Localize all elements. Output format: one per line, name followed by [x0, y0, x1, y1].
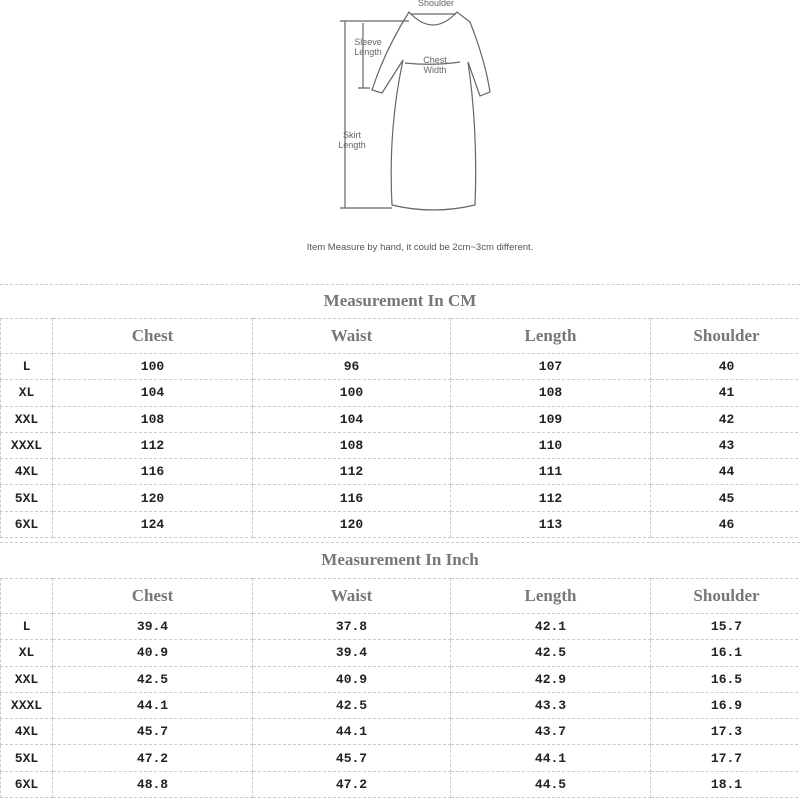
value-cell: 108 [53, 406, 253, 432]
dress-measurement-diagram [300, 0, 580, 240]
size-cell: 4XL [1, 459, 53, 485]
size-cell: XL [1, 640, 53, 666]
column-header: Waist [253, 319, 451, 354]
size-cell: L [1, 614, 53, 640]
value-cell: 104 [53, 380, 253, 406]
table-row [1, 485, 800, 511]
value-cell: 42 [651, 406, 800, 432]
table-row [1, 459, 800, 485]
table-row [1, 511, 800, 537]
value-cell: 42.5 [451, 640, 651, 666]
column-header: Length [451, 319, 651, 354]
value-cell: 120 [253, 511, 451, 537]
size-cell: XXXL [1, 432, 53, 458]
value-cell: 110 [451, 432, 651, 458]
table-row [1, 432, 800, 458]
value-cell: 42.5 [253, 692, 451, 718]
value-cell: 100 [53, 354, 253, 380]
table-row [1, 640, 800, 666]
value-cell: 124 [53, 511, 253, 537]
sleeve-length-label: Sleeve Length [354, 37, 382, 57]
table-row [1, 380, 800, 406]
value-cell: 16.9 [651, 692, 800, 718]
value-cell: 40 [651, 354, 800, 380]
column-header: Waist [253, 579, 451, 614]
value-cell: 39.4 [253, 640, 451, 666]
dress-outline-icon [300, 0, 580, 240]
value-cell: 44.1 [53, 692, 253, 718]
value-cell: 112 [253, 459, 451, 485]
value-cell: 113 [451, 511, 651, 537]
size-cell: XXL [1, 406, 53, 432]
table-row [1, 719, 800, 745]
value-cell: 44.1 [253, 719, 451, 745]
value-cell: 40.9 [53, 640, 253, 666]
size-cell: 5XL [1, 745, 53, 771]
value-cell: 44.5 [451, 771, 651, 797]
value-cell: 39.4 [53, 614, 253, 640]
value-cell: 46 [651, 511, 800, 537]
value-cell: 45 [651, 485, 800, 511]
column-header: Length [451, 579, 651, 614]
inch-table-title: Measurement In Inch [0, 542, 800, 579]
column-header [1, 579, 53, 614]
value-cell: 40.9 [253, 666, 451, 692]
inch-table [0, 578, 800, 798]
column-header: Shoulder [651, 319, 800, 354]
size-cell: 6XL [1, 511, 53, 537]
value-cell: 44.1 [451, 745, 651, 771]
value-cell: 116 [253, 485, 451, 511]
value-cell: 42.9 [451, 666, 651, 692]
size-cell: 5XL [1, 485, 53, 511]
column-header: Chest [53, 579, 253, 614]
value-cell: 42.5 [53, 666, 253, 692]
size-cell: XXL [1, 666, 53, 692]
value-cell: 43.7 [451, 719, 651, 745]
table-row [1, 614, 800, 640]
value-cell: 48.8 [53, 771, 253, 797]
shoulder-label: Shoulder [417, 0, 455, 8]
table-row [1, 406, 800, 432]
value-cell: 17.3 [651, 719, 800, 745]
value-cell: 120 [53, 485, 253, 511]
header-row [1, 319, 800, 354]
cm-table-title: Measurement In CM [0, 284, 800, 319]
value-cell: 44 [651, 459, 800, 485]
value-cell: 96 [253, 354, 451, 380]
value-cell: 15.7 [651, 614, 800, 640]
table-row [1, 354, 800, 380]
value-cell: 45.7 [53, 719, 253, 745]
value-cell: 17.7 [651, 745, 800, 771]
value-cell: 112 [451, 485, 651, 511]
value-cell: 16.5 [651, 666, 800, 692]
value-cell: 107 [451, 354, 651, 380]
value-cell: 112 [53, 432, 253, 458]
value-cell: 42.1 [451, 614, 651, 640]
value-cell: 109 [451, 406, 651, 432]
value-cell: 43.3 [451, 692, 651, 718]
header-row [1, 579, 800, 614]
value-cell: 47.2 [53, 745, 253, 771]
value-cell: 16.1 [651, 640, 800, 666]
size-cell: XXXL [1, 692, 53, 718]
value-cell: 18.1 [651, 771, 800, 797]
skirt-length-label: Skirt Length [338, 130, 366, 150]
value-cell: 45.7 [253, 745, 451, 771]
size-cell: 6XL [1, 771, 53, 797]
value-cell: 41 [651, 380, 800, 406]
value-cell: 108 [253, 432, 451, 458]
value-cell: 100 [253, 380, 451, 406]
table-row [1, 666, 800, 692]
column-header: Shoulder [651, 579, 800, 614]
measurement-note: Item Measure by hand, it could be 2cm~3cm different. [306, 242, 534, 253]
table-row [1, 771, 800, 797]
cm-table [0, 318, 800, 538]
value-cell: 116 [53, 459, 253, 485]
value-cell: 47.2 [253, 771, 451, 797]
size-cell: L [1, 354, 53, 380]
column-header [1, 319, 53, 354]
value-cell: 111 [451, 459, 651, 485]
chest-width-label: Chest Width [423, 55, 447, 75]
column-header: Chest [53, 319, 253, 354]
table-row [1, 745, 800, 771]
value-cell: 37.8 [253, 614, 451, 640]
table-row [1, 692, 800, 718]
value-cell: 43 [651, 432, 800, 458]
value-cell: 104 [253, 406, 451, 432]
value-cell: 108 [451, 380, 651, 406]
size-cell: 4XL [1, 719, 53, 745]
size-cell: XL [1, 380, 53, 406]
